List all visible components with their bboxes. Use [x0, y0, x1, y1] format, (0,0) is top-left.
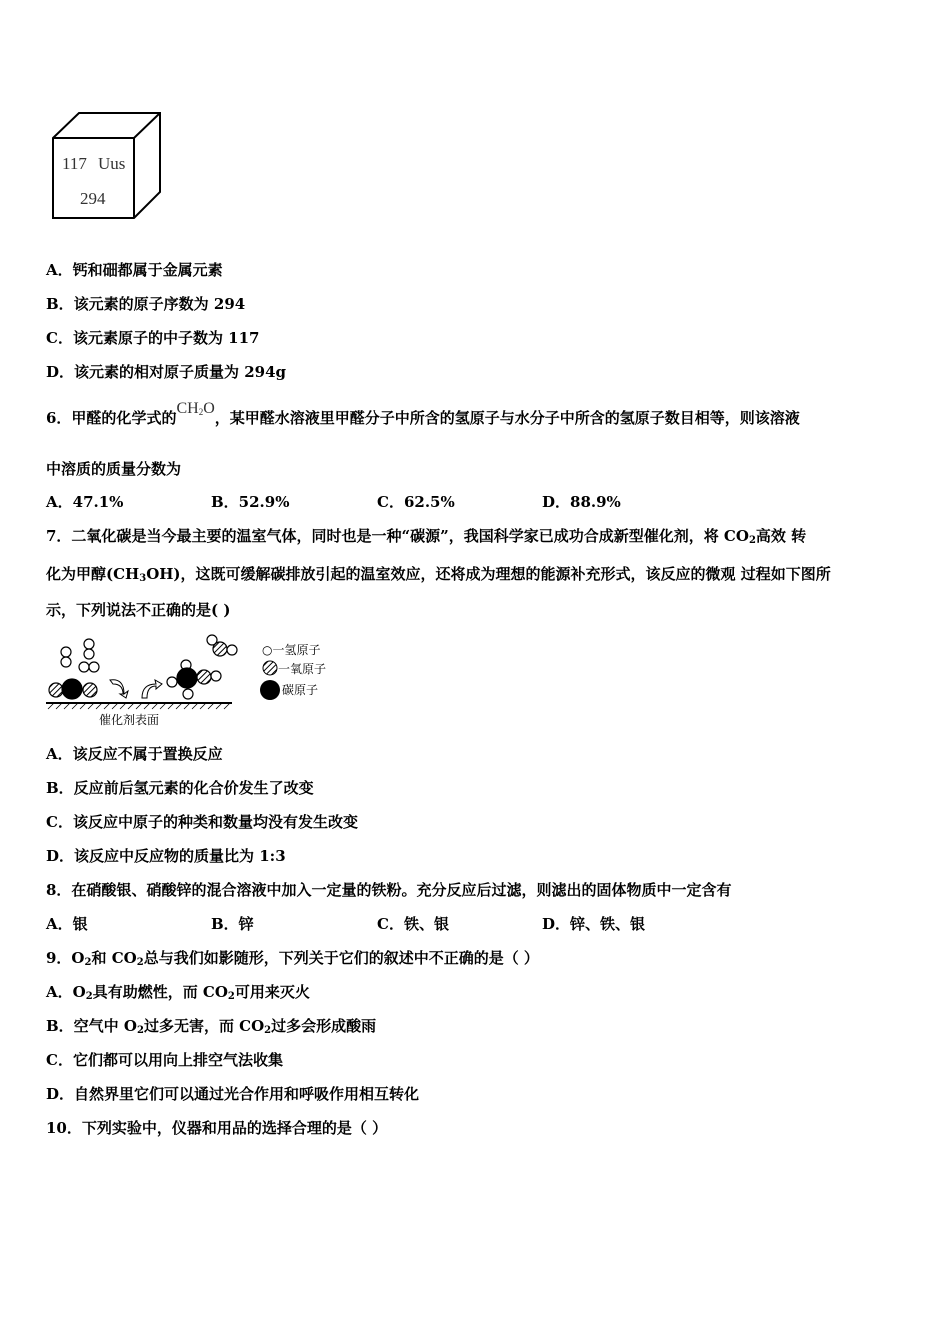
q8-option-c: C．铁、银 [377, 915, 449, 933]
water-molecule [207, 635, 237, 656]
legend-carbon: 碳原子 [282, 683, 319, 697]
element-number: 117 [62, 154, 87, 173]
element-cube-figure [50, 110, 165, 222]
q6-option-d: D．88.9% [542, 493, 621, 511]
q7-option-d: D．该反应中反应物的质量比为 1:3 [46, 847, 286, 865]
q5-option-b: B．该元素的原子序数为 294 [46, 295, 246, 313]
q6-rest: ，某甲醛水溶液里甲醛分子中所含的氢原子与水分子中所含的氢原子数目相等，则该溶液 [214, 409, 800, 427]
q6-option-c: C．62.5% [377, 493, 455, 511]
q9-option-a: A．$O_2$具有助燃性，而 $CO_2$可用来灭火 [46, 983, 310, 1002]
q5-option-d: D．该元素的相对原子质量为 294g [46, 363, 287, 381]
methanol-molecule [167, 660, 221, 699]
legend-carbon-symbol [260, 680, 280, 700]
q6-option-a: A．47.1% [46, 493, 124, 511]
q6-formula: $CH_2O$ [176, 400, 215, 417]
q6-stem [46, 400, 800, 429]
q9-option-d: D．自然界里它们可以通过光合作用和呼吸作用相互转化 [46, 1085, 420, 1103]
q6-options [46, 492, 906, 512]
q9-option-b: B．空气中 $O_2$过多无害，而 $CO_2$过多会形成酸雨 [46, 1017, 377, 1036]
q7-stem-line3: 示，下列说法不正确的是( ) [46, 601, 231, 619]
q10-stem: 10．下列实验中，仪器和用品的选择合理的是（ ） [46, 1119, 388, 1137]
element-mass: 294 [80, 189, 106, 208]
q8-option-d: D．锌、铁、银 [542, 915, 646, 933]
legend-oxygen: 一氧原子 [278, 662, 327, 676]
q7-stem-line1: 7．二氧化碳是当今最主要的温室气体，同时也是一种“碳源”，我国科学家已成功合成新型催化剂，将 $CO_2$高效 转 [46, 527, 807, 546]
q7-option-c: C．该反应中原子的种类和数量均没有发生改变 [46, 813, 358, 831]
q8-option-a: A．银 [46, 915, 88, 933]
q7-option-b: B．反应前后氢元素的化合价发生了改变 [46, 779, 314, 797]
q9-option-c: C．它们都可以用向上排空气法收集 [46, 1051, 283, 1069]
q9-stem: 9．$O_2$和 $CO_2$总与我们如影随形，下列关于它们的叙述中不正确的是（ ） [46, 949, 539, 968]
diagram-legend [260, 643, 326, 700]
q7-stem-line2: 化为甲醇$(CH_3OH)$，这既可缓解碳排放引起的温室效应，还将成为理想的能源补充形式，该反应的微观 过程如下图所 [46, 565, 831, 584]
q8-stem: 8．在硝酸银、硝酸锌的混合溶液中加入一定量的铁粉。充分反应后过滤，则滤出的固体物质中一定含有 [46, 881, 732, 899]
q8-option-b: B．锌 [211, 915, 254, 933]
q7-option-a: A．该反应不属于置换反应 [46, 745, 223, 763]
arrow-down-icon [110, 680, 128, 698]
legend-oxygen-symbol [263, 661, 277, 675]
q6-stem-line2: 中溶质的质量分数为 [46, 460, 182, 478]
arrow-up-icon [142, 680, 162, 698]
q6-option-b: B．52.9% [211, 493, 290, 511]
hydrogen-molecules-left [61, 639, 99, 672]
legend-hydrogen: ○一氢原子 [262, 643, 321, 657]
q5-option-c: C．该元素原子的中子数为 117 [46, 329, 260, 347]
element-symbol: Uus [98, 154, 126, 173]
co2-molecule [49, 679, 97, 699]
q7-reaction-diagram [44, 630, 344, 730]
q5-option-a: A．钙和鿬都属于金属元素 [46, 261, 223, 279]
q8-options [46, 914, 906, 934]
q6-prefix: 6．甲醛的化学式的 [46, 409, 177, 427]
catalyst-surface-label: 催化剂表面 [99, 713, 160, 727]
